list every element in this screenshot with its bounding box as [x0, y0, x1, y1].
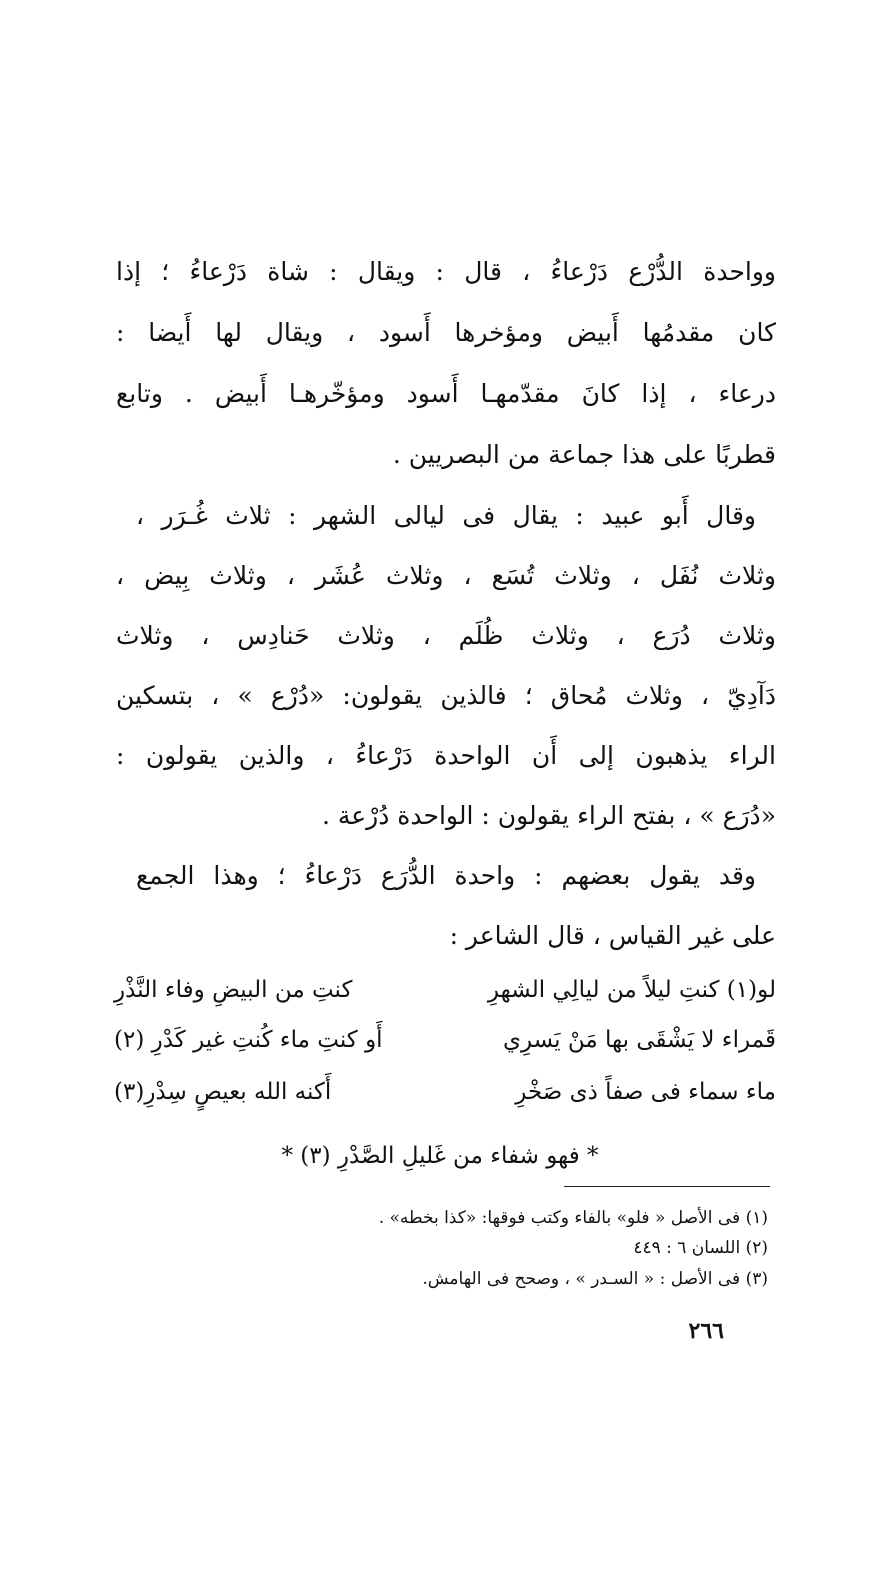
text-line: وواحدة الدُّرْع دَرْعاءُ ، قال : ويقال : شاة دَرْعاءُ ؛ إذا — [116, 257, 776, 286]
text-line: قطربًا على هذا جماعة من البصريين . — [392, 440, 776, 469]
verse-hemistich: كنتِ من البيضِ وفاء النَّذْرِ — [114, 977, 353, 1003]
poem-verse — [114, 1074, 776, 1110]
poem-verse — [114, 972, 776, 1008]
poem-verse-single: * فهو شفاء من غَليلِ الصَّدْرِ (٣) * — [281, 1143, 599, 1169]
text-line: وثلاث دُرَع ، وثلاث ظُلَم ، وثلاث حَنادِس ، وثلاث — [116, 621, 776, 650]
text-line: وقال أَبو عبيد : يقال فى ليالى الشهر : ثلاث غُـرَر ، — [136, 501, 756, 530]
text-line: «دُرَع » ، بفتح الراء يقولون : الواحدة دُرْعة . — [321, 801, 776, 830]
verse-hemistich: أَو كنتِ ماء كُنتِ غير كَدْرِ (٢) — [114, 1027, 383, 1053]
text-line: درعاء ، إذا كانَ مقدّمهـا أَسود ومؤخّرهـا أَبيض . وتابع — [116, 379, 776, 408]
verse-hemistich: قَمراء لا يَشْقَى بها مَنْ يَسرِي — [502, 1027, 776, 1053]
verse-hemistich: أَكنه الله بعيصٍ سِدْرِ(٣) — [114, 1079, 332, 1105]
footnote-divider — [564, 1186, 770, 1187]
verse-hemistich: ماء سماء فى صفاً ذى صَخْرِ — [515, 1079, 776, 1105]
verse-hemistich: لو(١) كنتِ ليلاً من ليالِي الشهرِ — [487, 977, 776, 1003]
text-line: الراء يذهبون إلى أَن الواحدة دَرْعاءُ ، والذين يقولون : — [116, 741, 776, 770]
footnote: (٢) اللسان ٦ : ٤٤٩ — [633, 1238, 768, 1258]
text-line: كان مقدمُها أَبيض ومؤخرها أَسود ، ويقال لها أَيضا : — [116, 318, 776, 347]
footnote: (٣) فى الأصل : « السـدر » ، وصحح فى الهامش. — [422, 1269, 768, 1289]
poem-verse — [114, 1022, 776, 1058]
page-number: ٢٦٦ — [688, 1318, 724, 1344]
text-line: وقد يقول بعضهم : واحدة الدُّرَع دَرْعاءُ ؛ وهذا الجمع — [136, 861, 756, 890]
text-line: وثلاث نُفَل ، وثلاث تُسَع ، وثلاث عُشَر ، وثلاث بِيض ، — [116, 561, 776, 590]
text-line: دَآدِيّ ، وثلاث مُحاق ؛ فالذين يقولون: «دُرْع » ، بتسكين — [116, 681, 776, 710]
footnote: (١) فى الأصل « فلو» بالفاء وكتب فوقها: «كذا بخطه» . — [378, 1208, 768, 1228]
text-line: على غير القياس ، قال الشاعر : — [449, 921, 776, 950]
